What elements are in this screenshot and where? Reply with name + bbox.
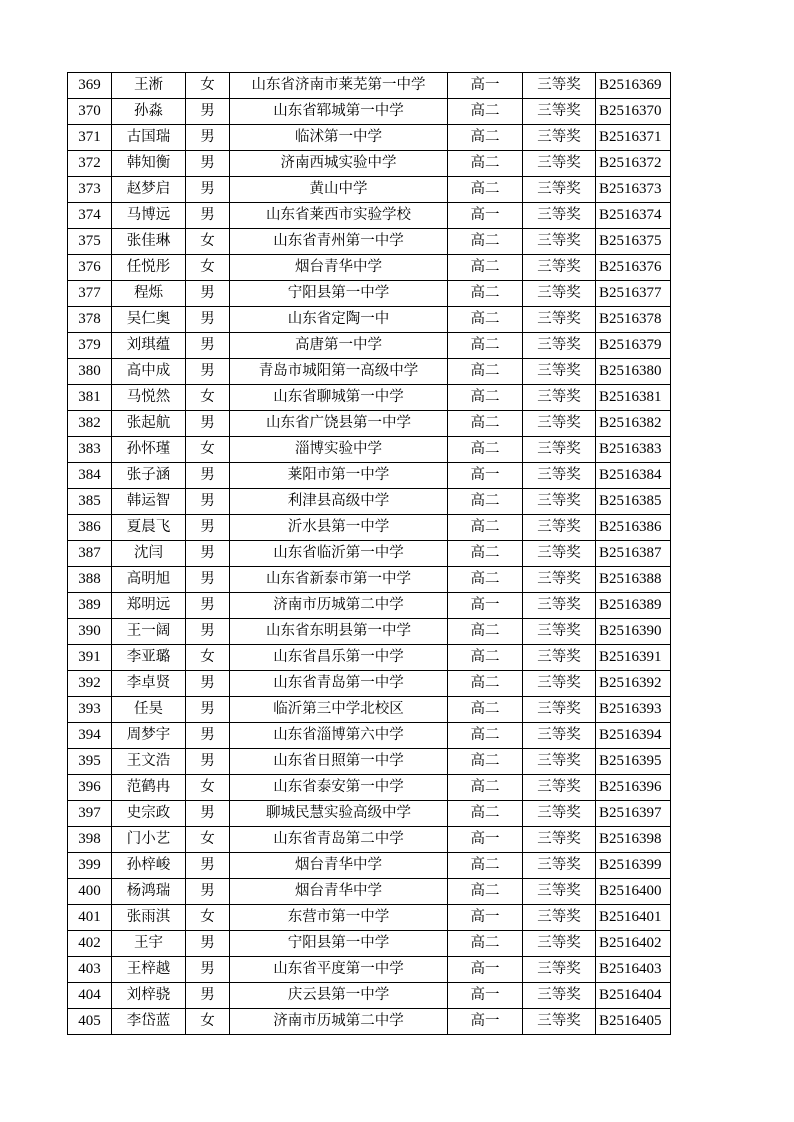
gender-cell: 男 <box>186 99 230 125</box>
school-cell: 宁阳县第一中学 <box>230 931 448 957</box>
row-number-cell: 382 <box>68 411 112 437</box>
certificate-code-cell: B2516378 <box>596 307 671 333</box>
grade-cell: 高一 <box>448 905 523 931</box>
gender-cell: 男 <box>186 931 230 957</box>
row-number-cell: 369 <box>68 73 112 99</box>
table-row <box>68 879 671 905</box>
row-number-cell: 383 <box>68 437 112 463</box>
school-cell: 山东省青岛第一中学 <box>230 671 448 697</box>
award-level-cell: 三等奖 <box>523 151 596 177</box>
row-number-cell: 380 <box>68 359 112 385</box>
table-row <box>68 801 671 827</box>
student-name-cell: 刘梓骁 <box>112 983 186 1009</box>
award-list-table <box>67 72 671 1035</box>
row-number-cell: 379 <box>68 333 112 359</box>
student-name-cell: 韩运智 <box>112 489 186 515</box>
gender-cell: 女 <box>186 775 230 801</box>
certificate-code-cell: B2516405 <box>596 1009 671 1035</box>
gender-cell: 女 <box>186 1009 230 1035</box>
table-row <box>68 281 671 307</box>
student-name-cell: 王梓越 <box>112 957 186 983</box>
gender-cell: 女 <box>186 255 230 281</box>
certificate-code-cell: B2516379 <box>596 333 671 359</box>
gender-cell: 男 <box>186 593 230 619</box>
grade-cell: 高二 <box>448 853 523 879</box>
certificate-code-cell: B2516380 <box>596 359 671 385</box>
table-row <box>68 437 671 463</box>
grade-cell: 高一 <box>448 593 523 619</box>
certificate-code-cell: B2516403 <box>596 957 671 983</box>
table-row <box>68 957 671 983</box>
gender-cell: 女 <box>186 905 230 931</box>
student-name-cell: 高中成 <box>112 359 186 385</box>
student-name-cell: 孙淼 <box>112 99 186 125</box>
student-name-cell: 史宗政 <box>112 801 186 827</box>
school-cell: 山东省东明县第一中学 <box>230 619 448 645</box>
student-name-cell: 夏晨飞 <box>112 515 186 541</box>
table-row <box>68 541 671 567</box>
award-level-cell: 三等奖 <box>523 307 596 333</box>
school-cell: 聊城民慧实验高级中学 <box>230 801 448 827</box>
certificate-code-cell: B2516399 <box>596 853 671 879</box>
row-number-cell: 388 <box>68 567 112 593</box>
school-cell: 山东省青岛第二中学 <box>230 827 448 853</box>
school-cell: 淄博实验中学 <box>230 437 448 463</box>
gender-cell: 男 <box>186 411 230 437</box>
award-level-cell: 三等奖 <box>523 671 596 697</box>
table-row <box>68 99 671 125</box>
student-name-cell: 刘琪蕴 <box>112 333 186 359</box>
school-cell: 烟台青华中学 <box>230 255 448 281</box>
grade-cell: 高二 <box>448 151 523 177</box>
gender-cell: 男 <box>186 853 230 879</box>
certificate-code-cell: B2516389 <box>596 593 671 619</box>
row-number-cell: 374 <box>68 203 112 229</box>
certificate-code-cell: B2516400 <box>596 879 671 905</box>
school-cell: 黄山中学 <box>230 177 448 203</box>
row-number-cell: 396 <box>68 775 112 801</box>
row-number-cell: 387 <box>68 541 112 567</box>
gender-cell: 男 <box>186 489 230 515</box>
student-name-cell: 沈闫 <box>112 541 186 567</box>
gender-cell: 男 <box>186 333 230 359</box>
certificate-code-cell: B2516391 <box>596 645 671 671</box>
certificate-code-cell: B2516381 <box>596 385 671 411</box>
row-number-cell: 404 <box>68 983 112 1009</box>
grade-cell: 高二 <box>448 281 523 307</box>
grade-cell: 高二 <box>448 489 523 515</box>
certificate-code-cell: B2516390 <box>596 619 671 645</box>
certificate-code-cell: B2516369 <box>596 73 671 99</box>
row-number-cell: 381 <box>68 385 112 411</box>
award-level-cell: 三等奖 <box>523 853 596 879</box>
grade-cell: 高二 <box>448 619 523 645</box>
table-row <box>68 749 671 775</box>
school-cell: 山东省莱西市实验学校 <box>230 203 448 229</box>
table-row <box>68 73 671 99</box>
student-name-cell: 李亚璐 <box>112 645 186 671</box>
row-number-cell: 399 <box>68 853 112 879</box>
table-row <box>68 307 671 333</box>
student-name-cell: 王一阔 <box>112 619 186 645</box>
school-cell: 济南西城实验中学 <box>230 151 448 177</box>
award-level-cell: 三等奖 <box>523 255 596 281</box>
certificate-code-cell: B2516372 <box>596 151 671 177</box>
row-number-cell: 373 <box>68 177 112 203</box>
school-cell: 庆云县第一中学 <box>230 983 448 1009</box>
student-name-cell: 韩知衡 <box>112 151 186 177</box>
award-level-cell: 三等奖 <box>523 905 596 931</box>
certificate-code-cell: B2516382 <box>596 411 671 437</box>
certificate-code-cell: B2516374 <box>596 203 671 229</box>
school-cell: 利津县高级中学 <box>230 489 448 515</box>
row-number-cell: 376 <box>68 255 112 281</box>
school-cell: 山东省郓城第一中学 <box>230 99 448 125</box>
gender-cell: 女 <box>186 827 230 853</box>
row-number-cell: 390 <box>68 619 112 645</box>
row-number-cell: 371 <box>68 125 112 151</box>
grade-cell: 高二 <box>448 541 523 567</box>
row-number-cell: 378 <box>68 307 112 333</box>
school-cell: 烟台青华中学 <box>230 879 448 905</box>
award-table-body <box>68 73 671 1035</box>
table-row <box>68 411 671 437</box>
student-name-cell: 程烁 <box>112 281 186 307</box>
gender-cell: 男 <box>186 697 230 723</box>
certificate-code-cell: B2516383 <box>596 437 671 463</box>
school-cell: 山东省平度第一中学 <box>230 957 448 983</box>
school-cell: 山东省广饶县第一中学 <box>230 411 448 437</box>
table-row <box>68 905 671 931</box>
grade-cell: 高二 <box>448 307 523 333</box>
award-level-cell: 三等奖 <box>523 333 596 359</box>
row-number-cell: 403 <box>68 957 112 983</box>
grade-cell: 高二 <box>448 125 523 151</box>
student-name-cell: 张子涵 <box>112 463 186 489</box>
grade-cell: 高一 <box>448 463 523 489</box>
school-cell: 临沂第三中学北校区 <box>230 697 448 723</box>
gender-cell: 男 <box>186 151 230 177</box>
row-number-cell: 393 <box>68 697 112 723</box>
student-name-cell: 周梦宇 <box>112 723 186 749</box>
award-level-cell: 三等奖 <box>523 489 596 515</box>
school-cell: 济南市历城第二中学 <box>230 1009 448 1035</box>
school-cell: 高唐第一中学 <box>230 333 448 359</box>
table-row <box>68 489 671 515</box>
grade-cell: 高二 <box>448 359 523 385</box>
student-name-cell: 门小艺 <box>112 827 186 853</box>
row-number-cell: 392 <box>68 671 112 697</box>
award-level-cell: 三等奖 <box>523 73 596 99</box>
table-row <box>68 645 671 671</box>
grade-cell: 高二 <box>448 567 523 593</box>
award-level-cell: 三等奖 <box>523 931 596 957</box>
school-cell: 山东省聊城第一中学 <box>230 385 448 411</box>
award-level-cell: 三等奖 <box>523 879 596 905</box>
student-name-cell: 马悦然 <box>112 385 186 411</box>
grade-cell: 高二 <box>448 515 523 541</box>
grade-cell: 高二 <box>448 437 523 463</box>
award-level-cell: 三等奖 <box>523 385 596 411</box>
gender-cell: 男 <box>186 567 230 593</box>
gender-cell: 男 <box>186 177 230 203</box>
gender-cell: 男 <box>186 983 230 1009</box>
row-number-cell: 405 <box>68 1009 112 1035</box>
certificate-code-cell: B2516370 <box>596 99 671 125</box>
row-number-cell: 375 <box>68 229 112 255</box>
table-row <box>68 983 671 1009</box>
grade-cell: 高二 <box>448 99 523 125</box>
gender-cell: 男 <box>186 957 230 983</box>
row-number-cell: 401 <box>68 905 112 931</box>
gender-cell: 男 <box>186 801 230 827</box>
row-number-cell: 394 <box>68 723 112 749</box>
award-level-cell: 三等奖 <box>523 723 596 749</box>
student-name-cell: 张佳琳 <box>112 229 186 255</box>
gender-cell: 男 <box>186 879 230 905</box>
award-level-cell: 三等奖 <box>523 801 596 827</box>
school-cell: 山东省定陶一中 <box>230 307 448 333</box>
student-name-cell: 古国瑞 <box>112 125 186 151</box>
row-number-cell: 391 <box>68 645 112 671</box>
school-cell: 山东省青州第一中学 <box>230 229 448 255</box>
row-number-cell: 395 <box>68 749 112 775</box>
student-name-cell: 范鹤冉 <box>112 775 186 801</box>
table-row <box>68 255 671 281</box>
award-level-cell: 三等奖 <box>523 697 596 723</box>
table-row <box>68 827 671 853</box>
row-number-cell: 386 <box>68 515 112 541</box>
table-row <box>68 333 671 359</box>
school-cell: 山东省淄博第六中学 <box>230 723 448 749</box>
row-number-cell: 398 <box>68 827 112 853</box>
school-cell: 山东省济南市莱芜第一中学 <box>230 73 448 99</box>
certificate-code-cell: B2516401 <box>596 905 671 931</box>
certificate-code-cell: B2516373 <box>596 177 671 203</box>
student-name-cell: 高明旭 <box>112 567 186 593</box>
school-cell: 东营市第一中学 <box>230 905 448 931</box>
table-row <box>68 1009 671 1035</box>
student-name-cell: 王宇 <box>112 931 186 957</box>
award-level-cell: 三等奖 <box>523 411 596 437</box>
award-level-cell: 三等奖 <box>523 359 596 385</box>
award-level-cell: 三等奖 <box>523 749 596 775</box>
certificate-code-cell: B2516388 <box>596 567 671 593</box>
table-row <box>68 853 671 879</box>
grade-cell: 高二 <box>448 749 523 775</box>
school-cell: 山东省临沂第一中学 <box>230 541 448 567</box>
school-cell: 莱阳市第一中学 <box>230 463 448 489</box>
certificate-code-cell: B2516404 <box>596 983 671 1009</box>
award-level-cell: 三等奖 <box>523 515 596 541</box>
school-cell: 山东省泰安第一中学 <box>230 775 448 801</box>
gender-cell: 女 <box>186 437 230 463</box>
student-name-cell: 王文浩 <box>112 749 186 775</box>
student-name-cell: 马博远 <box>112 203 186 229</box>
grade-cell: 高二 <box>448 671 523 697</box>
student-name-cell: 李卓贤 <box>112 671 186 697</box>
award-level-cell: 三等奖 <box>523 177 596 203</box>
gender-cell: 男 <box>186 307 230 333</box>
award-level-cell: 三等奖 <box>523 645 596 671</box>
grade-cell: 高二 <box>448 385 523 411</box>
table-row <box>68 203 671 229</box>
table-row <box>68 359 671 385</box>
certificate-code-cell: B2516376 <box>596 255 671 281</box>
award-level-cell: 三等奖 <box>523 99 596 125</box>
school-cell: 沂水县第一中学 <box>230 515 448 541</box>
gender-cell: 男 <box>186 671 230 697</box>
school-cell: 临沭第一中学 <box>230 125 448 151</box>
row-number-cell: 389 <box>68 593 112 619</box>
award-level-cell: 三等奖 <box>523 463 596 489</box>
award-level-cell: 三等奖 <box>523 827 596 853</box>
gender-cell: 男 <box>186 723 230 749</box>
grade-cell: 高二 <box>448 801 523 827</box>
table-row <box>68 697 671 723</box>
student-name-cell: 孙怀瑾 <box>112 437 186 463</box>
table-row <box>68 151 671 177</box>
student-name-cell: 孙梓峻 <box>112 853 186 879</box>
gender-cell: 女 <box>186 229 230 255</box>
school-cell: 山东省昌乐第一中学 <box>230 645 448 671</box>
certificate-code-cell: B2516395 <box>596 749 671 775</box>
student-name-cell: 吴仁奥 <box>112 307 186 333</box>
certificate-code-cell: B2516398 <box>596 827 671 853</box>
award-level-cell: 三等奖 <box>523 281 596 307</box>
certificate-code-cell: B2516375 <box>596 229 671 255</box>
grade-cell: 高一 <box>448 827 523 853</box>
student-name-cell: 张雨淇 <box>112 905 186 931</box>
table-row <box>68 385 671 411</box>
table-row <box>68 515 671 541</box>
row-number-cell: 377 <box>68 281 112 307</box>
certificate-code-cell: B2516394 <box>596 723 671 749</box>
table-row <box>68 593 671 619</box>
row-number-cell: 402 <box>68 931 112 957</box>
gender-cell: 男 <box>186 619 230 645</box>
grade-cell: 高二 <box>448 879 523 905</box>
certificate-code-cell: B2516384 <box>596 463 671 489</box>
row-number-cell: 372 <box>68 151 112 177</box>
student-name-cell: 任悦彤 <box>112 255 186 281</box>
gender-cell: 男 <box>186 203 230 229</box>
gender-cell: 男 <box>186 463 230 489</box>
school-cell: 济南市历城第二中学 <box>230 593 448 619</box>
table-row <box>68 567 671 593</box>
grade-cell: 高二 <box>448 229 523 255</box>
award-level-cell: 三等奖 <box>523 593 596 619</box>
student-name-cell: 杨鸿瑞 <box>112 879 186 905</box>
award-level-cell: 三等奖 <box>523 1009 596 1035</box>
grade-cell: 高二 <box>448 411 523 437</box>
table-row <box>68 177 671 203</box>
gender-cell: 男 <box>186 749 230 775</box>
certificate-code-cell: B2516392 <box>596 671 671 697</box>
certificate-code-cell: B2516385 <box>596 489 671 515</box>
table-row <box>68 723 671 749</box>
award-level-cell: 三等奖 <box>523 775 596 801</box>
school-cell: 山东省新泰市第一中学 <box>230 567 448 593</box>
grade-cell: 高一 <box>448 957 523 983</box>
award-level-cell: 三等奖 <box>523 125 596 151</box>
table-row <box>68 931 671 957</box>
student-name-cell: 郑明远 <box>112 593 186 619</box>
grade-cell: 高一 <box>448 1009 523 1035</box>
award-level-cell: 三等奖 <box>523 983 596 1009</box>
grade-cell: 高一 <box>448 73 523 99</box>
table-row <box>68 125 671 151</box>
student-name-cell: 李岱蓝 <box>112 1009 186 1035</box>
award-level-cell: 三等奖 <box>523 619 596 645</box>
student-name-cell: 赵梦启 <box>112 177 186 203</box>
certificate-code-cell: B2516393 <box>596 697 671 723</box>
gender-cell: 男 <box>186 515 230 541</box>
certificate-code-cell: B2516397 <box>596 801 671 827</box>
school-cell: 烟台青华中学 <box>230 853 448 879</box>
award-level-cell: 三等奖 <box>523 437 596 463</box>
row-number-cell: 397 <box>68 801 112 827</box>
student-name-cell: 王淅 <box>112 73 186 99</box>
student-name-cell: 任昊 <box>112 697 186 723</box>
award-level-cell: 三等奖 <box>523 229 596 255</box>
row-number-cell: 400 <box>68 879 112 905</box>
student-name-cell: 张起航 <box>112 411 186 437</box>
certificate-code-cell: B2516371 <box>596 125 671 151</box>
gender-cell: 男 <box>186 541 230 567</box>
grade-cell: 高二 <box>448 333 523 359</box>
grade-cell: 高二 <box>448 697 523 723</box>
certificate-code-cell: B2516402 <box>596 931 671 957</box>
grade-cell: 高二 <box>448 645 523 671</box>
school-cell: 宁阳县第一中学 <box>230 281 448 307</box>
grade-cell: 高一 <box>448 983 523 1009</box>
row-number-cell: 384 <box>68 463 112 489</box>
gender-cell: 女 <box>186 73 230 99</box>
grade-cell: 高一 <box>448 203 523 229</box>
grade-cell: 高二 <box>448 931 523 957</box>
table-row <box>68 671 671 697</box>
certificate-code-cell: B2516387 <box>596 541 671 567</box>
grade-cell: 高二 <box>448 775 523 801</box>
gender-cell: 女 <box>186 645 230 671</box>
gender-cell: 男 <box>186 359 230 385</box>
grade-cell: 高二 <box>448 255 523 281</box>
table-row <box>68 229 671 255</box>
award-level-cell: 三等奖 <box>523 567 596 593</box>
grade-cell: 高二 <box>448 177 523 203</box>
gender-cell: 男 <box>186 281 230 307</box>
row-number-cell: 385 <box>68 489 112 515</box>
school-cell: 山东省日照第一中学 <box>230 749 448 775</box>
gender-cell: 男 <box>186 125 230 151</box>
award-level-cell: 三等奖 <box>523 203 596 229</box>
school-cell: 青岛市城阳第一高级中学 <box>230 359 448 385</box>
table-row <box>68 775 671 801</box>
certificate-code-cell: B2516396 <box>596 775 671 801</box>
award-level-cell: 三等奖 <box>523 957 596 983</box>
grade-cell: 高二 <box>448 723 523 749</box>
certificate-code-cell: B2516377 <box>596 281 671 307</box>
certificate-code-cell: B2516386 <box>596 515 671 541</box>
award-level-cell: 三等奖 <box>523 541 596 567</box>
table-row <box>68 619 671 645</box>
gender-cell: 女 <box>186 385 230 411</box>
row-number-cell: 370 <box>68 99 112 125</box>
table-row <box>68 463 671 489</box>
